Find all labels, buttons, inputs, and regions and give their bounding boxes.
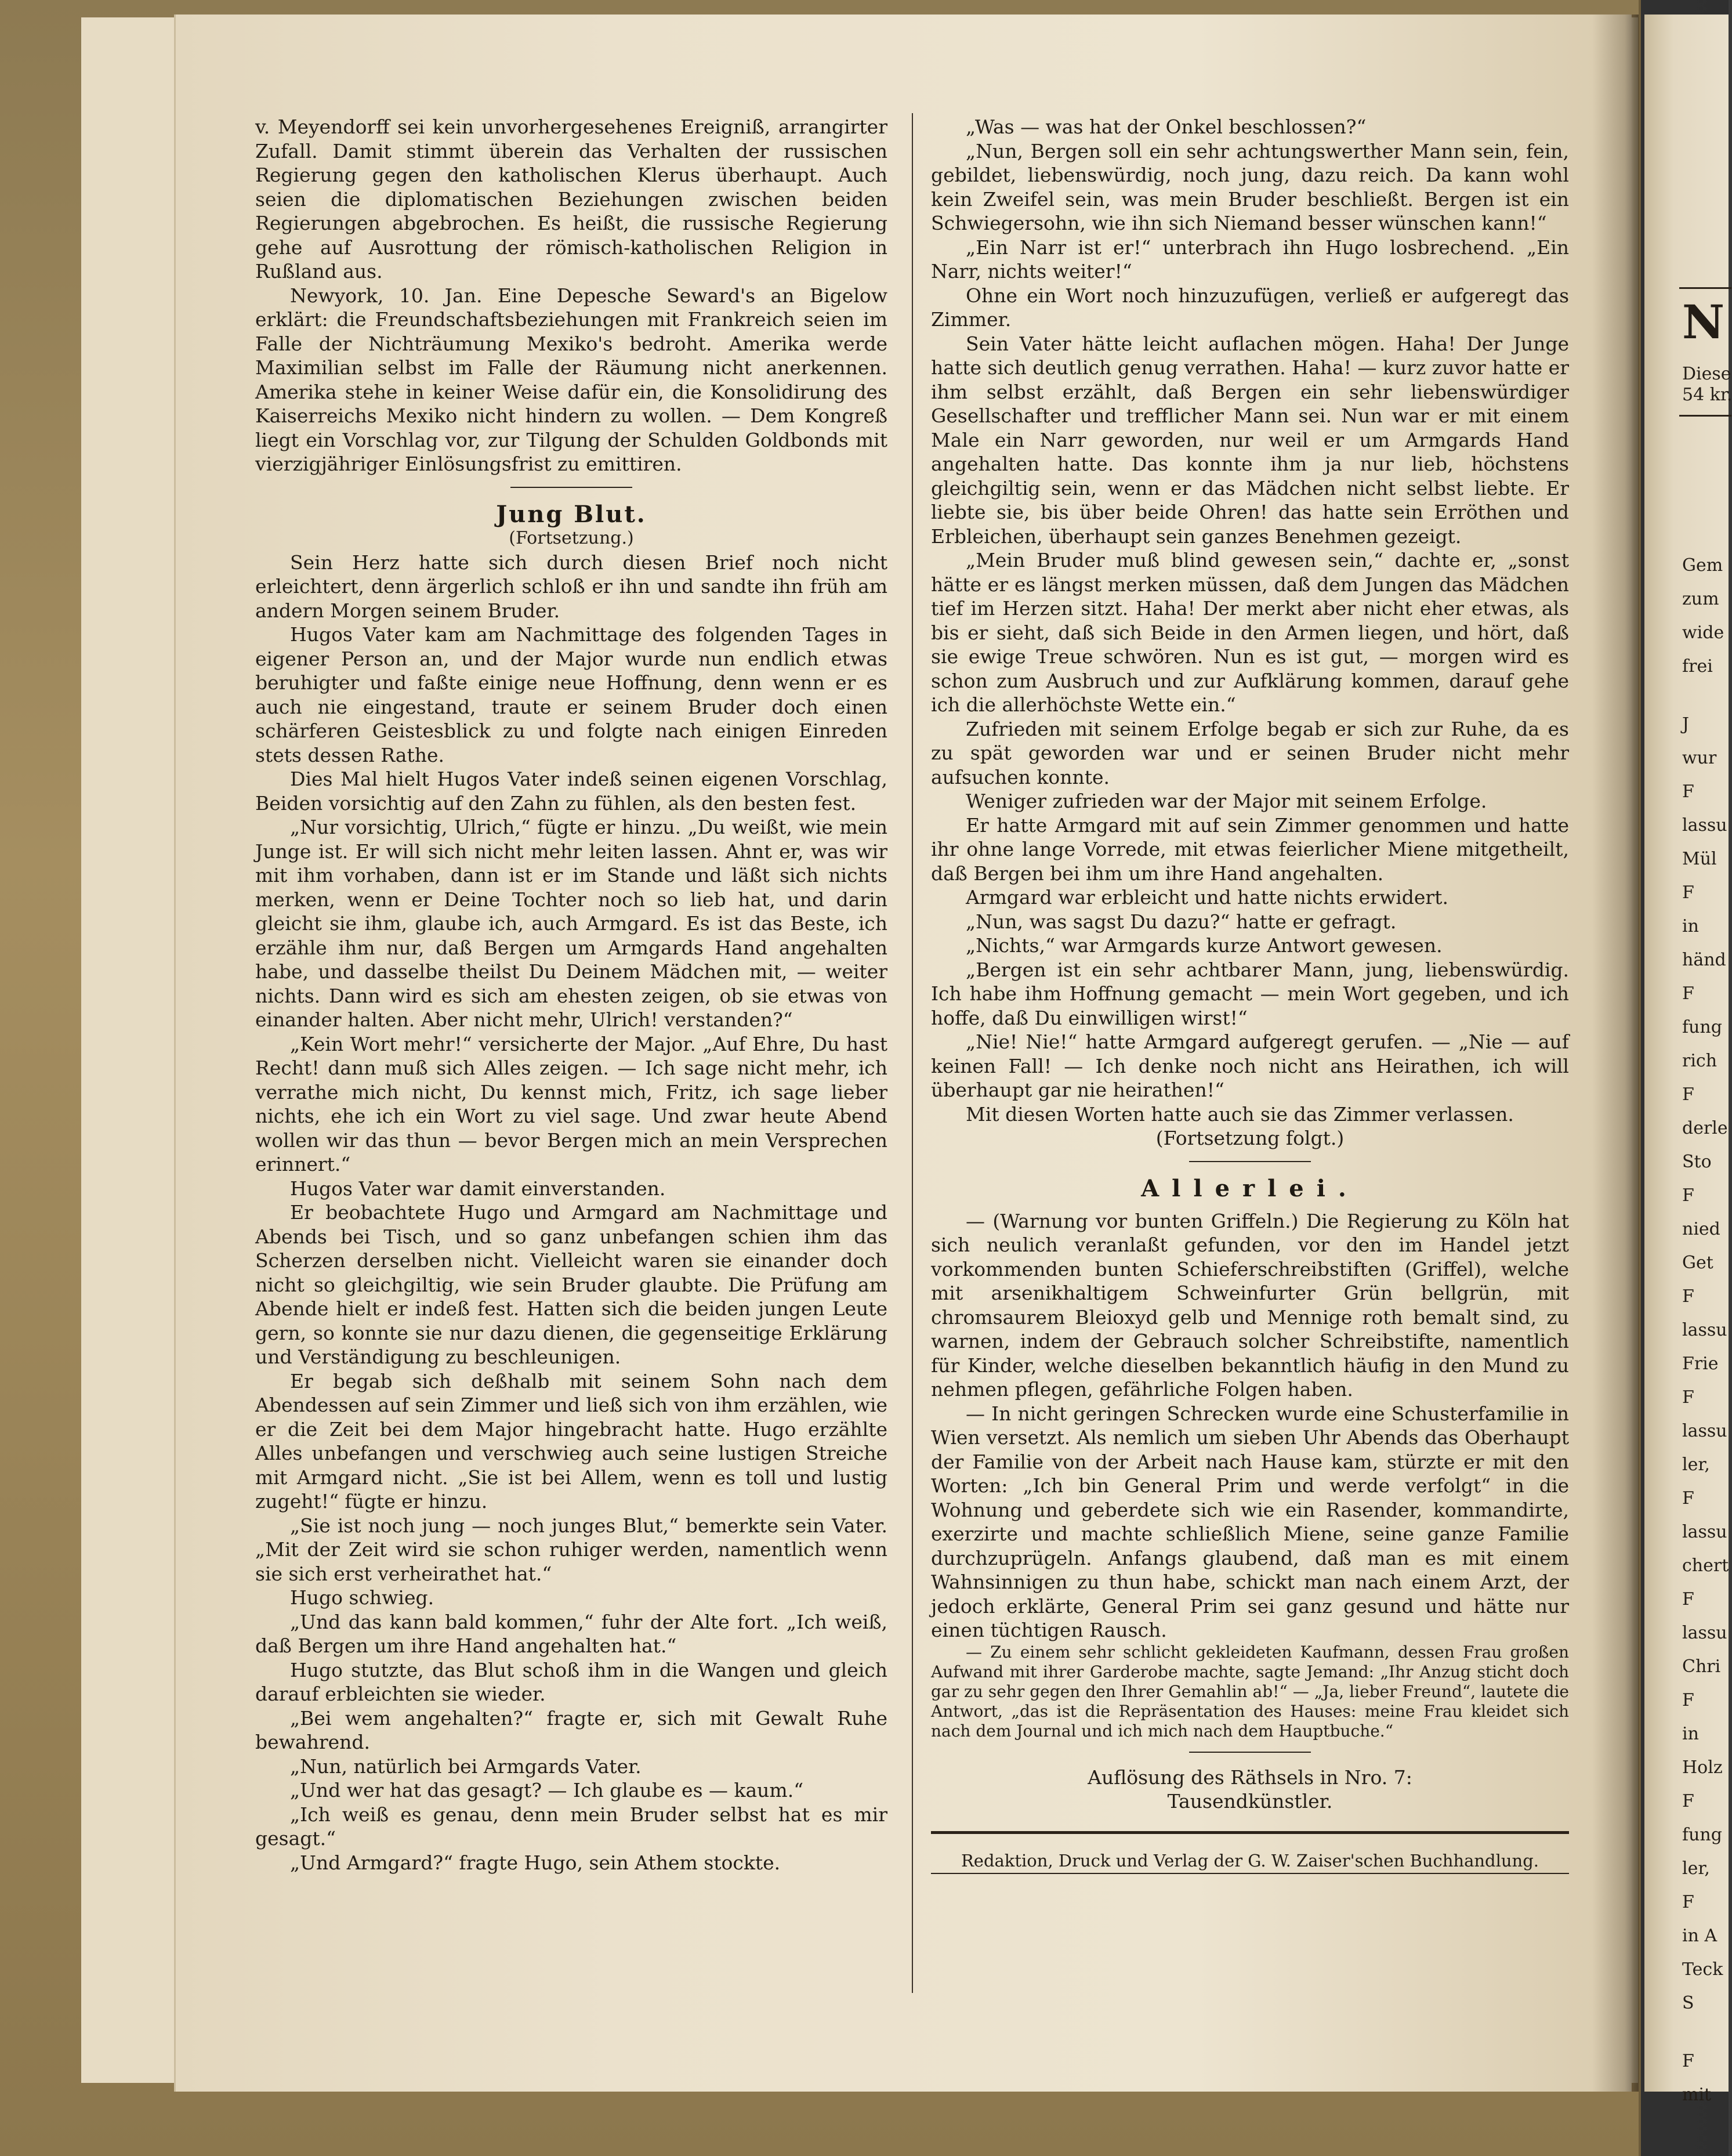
next-page-line: F [1682, 983, 1694, 1004]
story-paragraph: Weniger zufrieden war der Major mit seinem Erfolge. [966, 790, 1487, 812]
story-paragraph: „Nun, natürlich bei Armgards Vater. [290, 1755, 642, 1778]
story-paragraph: Sein Vater hätte leicht auflachen mögen. Haha! Der Junge hatte sich deutlich genug verrathen. Haha! — kurz zuvor hatte er ihm selbst erzählt, daß Bergen ein sehr liebenswürdiger Gesellschafter und trefflicher Mann sei. Nun war er mit einem Male ein Narr geworden, nur weil er um Armgards Hand angehalten hatte. Das konnte ihm ja nur lieb, höchstens gleichgiltig sein, wenn er das Mädchen nicht selbst liebte. Er liebte sie, bis über beide Ohren! das hatte sein Erröthen und Erbleichen, überhaupt sein ganzes Benehmen gezeigt. [931, 332, 1569, 548]
next-page-line: in A [1682, 1926, 1717, 1946]
next-page-line: F [1682, 882, 1694, 903]
story-paragraph: Ohne ein Wort noch hinzuzufügen, verließ er aufgeregt das Zimmer. [931, 284, 1569, 331]
story-paragraph: „Ich weiß es genau, denn mein Bruder selbst hat es mir gesagt.“ [255, 1803, 887, 1850]
next-page-line: Sto [1682, 1152, 1712, 1172]
imprint: Redaktion, Druck und Verlag der G. W. Zaiser'schen Buchhandlung. [931, 1851, 1569, 1874]
next-page-line: händ [1682, 950, 1726, 970]
next-page-line: J [1682, 714, 1690, 735]
next-page-line: Gem [1682, 555, 1723, 576]
next-page-line: fung [1682, 1825, 1722, 1845]
next-page-line: Chri [1682, 1656, 1721, 1677]
masthead-fragment: N [1682, 295, 1725, 349]
masthead-sub: Diese [1682, 364, 1731, 384]
section-title-allerlei: Allerlei. [1141, 1174, 1359, 1202]
next-page-line: Mül [1682, 849, 1717, 869]
section-rule [510, 487, 632, 488]
left-column [255, 115, 887, 1875]
next-page-line: lassu [1682, 1623, 1727, 1643]
column-divider [912, 113, 913, 1993]
next-page-line: lassu [1682, 815, 1727, 835]
story-paragraph: Dies Mal hielt Hugos Vater indeß seinen eigenen Vorschlag, Beiden vorsichtig auf den Zahn zu fühlen, als den besten fest. [255, 768, 887, 815]
next-page-line: in [1682, 1724, 1699, 1744]
section-rule [1189, 1752, 1311, 1753]
anecdote-paragraph: — Zu einem sehr schlicht gekleideten Kaufmann, dessen Frau großen Aufwand mit ihrer Garderobe machte, sagte Jemand: „Ihr Anzug sticht doch gar zu sehr gegen den Ihrer Gemahlin ab!“ — „Ja, lieber Freund“, lautete die Antwort, „das ist die Repräsentation des Hauses: meine Frau kleidet sich nach dem Journal und ich mich nach dem Hauptbuche.“ [931, 1642, 1569, 1741]
next-page-fragment [1644, 15, 1732, 2105]
masthead-sub: 54 kr. [1682, 385, 1732, 405]
next-page-line: lassu [1682, 1522, 1727, 1542]
story-paragraph: „Mein Bruder muß blind gewesen sein,“ dachte er, „sonst hätte er es längst merken müssen, daß dem Jungen das Mädchen tief im Herzen sitzt. Haha! Der merkt aber nicht eher etwas, als bis er sieht, daß sich Beide in den Armen liegen, und hört, daß sie ewige Treue schwören. Nun es ist gut, — morgen wird es schon zum Ausbruch und zur Aufklärung kommen, darauf gehe ich die allerhöchste Wette ein.“ [931, 549, 1569, 716]
next-page-line: F [1682, 1286, 1694, 1307]
story-paragraph: „Nun, Bergen soll ein sehr achtungswerther Mann sein, fein, gebildet, liebenswürdig, noch jung, dazu reich. Da kann wohl kein Zweifel sein, was mein Bruder beschließt. Bergen ist ein Schwiegersohn, wie ihn sich Niemand besser wünschen kann!“ [931, 139, 1569, 234]
next-page-line: F [1682, 782, 1694, 802]
next-page-line: nied [1682, 1219, 1720, 1239]
next-page-line: F [1682, 1488, 1694, 1509]
riddle-solution-heading: Auflösung des Räthsels in Nro. 7: [1088, 1766, 1412, 1789]
next-page-line: Teck [1682, 1959, 1723, 1980]
next-page-line: Frie [1682, 1354, 1719, 1374]
next-page-line: ler, [1682, 1858, 1710, 1879]
next-page-line: F [1682, 1185, 1694, 1206]
next-page-line: F [1682, 1084, 1694, 1105]
story-paragraph: „Bergen ist ein sehr achtbarer Mann, jung, liebenswürdig. Ich habe ihm Hoffnung gemacht — mein Wort gegeben, und ich hoffe, daß Du einwilligen wirst!“ [931, 958, 1569, 1029]
story-paragraph: „Kein Wort mehr!“ versicherte der Major. „Auf Ehre, Du hast Recht! dann muß sich Alles zeigen. — Ich sage nicht mehr, ich verrathe mich nicht, Du kennst mich, Fritz, ich sage lieber nichts, ehe ich ein Wort zu viel sage. Und zwar heute Abend wollen wir das thun — bevor Bergen mich an mein Versprechen erinnert.“ [255, 1032, 887, 1175]
story-paragraph: „Und Armgard?“ fragte Hugo, sein Athem stockte. [290, 1851, 781, 1874]
story-paragraph: „Ein Narr ist er!“ unterbrach ihn Hugo losbrechend. „Ein Narr, nichts weiter!“ [931, 236, 1569, 283]
news-paragraph: Newyork, 10. Jan. Eine Depesche Seward's an Bigelow erklärt: die Freundschaftsbeziehungen mit Frankreich seien im Falle der Nichträumung Mexiko's bedroht. Amerika werde Maximilian selbst im Falle der Räumung nicht anerkennen. Amerika stehe in keiner Weise dafür ein, die Konsolidirung des Kaiserreichs Mexiko nicht hindern zu wollen. — Dem Kongreß liegt ein Vorschlag vor, zur Tilgung der Schulden Goldbonds mit vierzigjähriger Einlösungsfrist zu emittiren. [255, 284, 887, 475]
story-paragraph: „Nur vorsichtig, Ulrich,“ fügte er hinzu. „Du weißt, wie mein Junge ist. Er will sich nicht mehr leiten lassen. Ahnt er, was wir mit ihm vorhaben, dann ist er im Stande und läßt sich nichts merken, wenn er Deine Tochter noch so lieb hat, und darin gleicht sie ihm, glaube ich, auch Armgard. Es ist das Beste, ich erzähle ihm nur, daß Bergen um Armgards Hand angehalten habe, und dasselbe theilst Du Deinem Mädchen mit, — weiter nichts. Dann wird es sich am ehesten zeigen, ob sie etwas von einander halten. Aber nicht mehr, Ulrich! verstanden?“ [255, 816, 887, 1031]
next-page-line: F [1682, 1690, 1694, 1710]
section-rule [1189, 1161, 1311, 1162]
story-paragraph: „Nie! Nie!“ hatte Armgard aufgeregt gerufen. — „Nie — auf keinen Fall! — Ich denke noch nicht ans Heirathen, ich will überhaupt gar nie heirathen!“ [931, 1030, 1569, 1101]
next-page-line: mit [1682, 2085, 1712, 2105]
binding-gutter [1592, 15, 1639, 2092]
next-page-line: Get [1682, 1253, 1713, 1273]
story-paragraph: „Nichts,“ war Armgards kurze Antwort gewesen. [966, 934, 1443, 957]
story-paragraph: Hugos Vater war damit einverstanden. [290, 1177, 666, 1200]
next-page-line: in [1682, 916, 1699, 936]
continuation-note: (Fortsetzung folgt.) [1155, 1127, 1345, 1149]
story-paragraph: „Was — was hat der Onkel beschlossen?“ [966, 115, 1367, 138]
story-paragraph: Er begab sich deßhalb mit seinem Sohn nach dem Abendessen auf sein Zimmer und ließ sich von ihm erzählen, wie er die Zeit bei dem Major hingebracht hatte. Hugo erzählte Alles unbefangen und verschwieg auch seine lustigen Streiche mit Armgard nicht. „Sie ist bei Allem, wenn es toll und lustig zugeht!“ fügte er hinzu. [255, 1369, 887, 1513]
story-paragraph: Hugos Vater kam am Nachmittage des folgenden Tages in eigener Person an, und der Major wurde nun endlich etwas beruhigter und faßte einige neue Hoffnung, denn wenn er es auch nie eingestand, traute er seinem Bruder doch einen schärferen Geistesblick zu und folgte nach einigen Einreden stets dessen Rathe. [255, 623, 887, 766]
story-subtitle: (Fortsetzung.) [509, 527, 634, 548]
story-paragraph: Er hatte Armgard mit auf sein Zimmer genommen und hatte ihr ohne lange Vorrede, mit etwas feierlicher Miene mitgetheilt, daß Bergen bei ihm um ihre Hand angehalten. [931, 813, 1569, 885]
next-page-line: wur [1682, 748, 1717, 768]
story-paragraph: „Und wer hat das gesagt? — Ich glaube es — kaum.“ [290, 1779, 804, 1802]
next-page-line: fung [1682, 1017, 1722, 1037]
next-page-line: F [1682, 1892, 1694, 1912]
story-paragraph: „Und das kann bald kommen,“ fuhr der Alte fort. „Ich weiß, daß Bergen um ihre Hand angehalten hat.“ [255, 1610, 887, 1657]
next-page-line: F [1682, 2051, 1694, 2071]
next-page-line: ler, [1682, 1455, 1710, 1475]
right-column [931, 115, 1569, 1891]
misc-paragraph: — In nicht geringen Schrecken wurde eine Schusterfamilie in Wien versetzt. Als nemlich um sieben Uhr Abends das Oberhaupt der Familie von der Arbeit nach Hause kam, stürzte er mit den Worten: „Ich bin General Prim und werde verfolgt“ in die Wohnung und geberdete sich wie ein Rasender, kommandirte, exerzirte und machte schließlich Miene, seine ganze Familie durchzuprügeln. Anfangs glaubend, daß man es mit einem Wahnsinnigen zu thun habe, schickt man nach einem Arzt, der jedoch erklärte, General Prim sei ganz gesund und hätte nur einen tüchtigen Rausch. [931, 1402, 1569, 1641]
story-paragraph: „Sie ist noch jung — noch junges Blut,“ bemerkte sein Vater. „Mit der Zeit wird sie schon ruhiger werden, namentlich wenn sie sich erst verheirathet hat.“ [255, 1514, 887, 1585]
story-paragraph: Er beobachtete Hugo und Armgard am Nachmittage und Abends bei Tisch, und so ganz unbefangen schien ihm das Scherzen derselben nicht. Vielleicht waren sie einander doch nicht so gleichgiltig, wie sein Bruder glaubte. Die Prüfung am Abende hielt er indeß fest. Hatten sich die beiden jungen Leute gern, so konnte sie nur dazu dienen, die gegenseitige Erklärung und Verständigung zu beschleunigen. [255, 1201, 887, 1368]
next-page-line: F [1682, 1387, 1694, 1408]
masthead-rule [1679, 415, 1731, 417]
story-paragraph: Hugo schwieg. [290, 1586, 434, 1609]
story-paragraph: Sein Herz hatte sich durch diesen Brief noch nicht erleichtert, denn ärgerlich schloß er ihn und sandte ihn früh am andern Morgen seinem Bruder. [255, 551, 887, 622]
story-paragraph: „Nun, was sagst Du dazu?“ hatte er gefragt. [966, 910, 1397, 933]
next-page-line: rich [1682, 1051, 1717, 1071]
next-page-line: Holz [1682, 1757, 1723, 1778]
next-page-line: zum [1682, 589, 1719, 609]
next-page-line: lassu [1682, 1320, 1727, 1340]
misc-paragraph: — (Warnung vor bunten Griffeln.) Die Regierung zu Köln hat sich neulich veranlaßt gefunden, vor den im Handel jetzt vorkommenden bunten Schieferschreibstiften (Griffel), welche mit arsenikhaltigem Schweinfurter Grün bellgrün, mit chromsaurem Bleioxyd gelb und Mennige roth bemalt sind, zu warnen, indem der Gebrauch solcher Schreibstifte, namentlich für Kinder, welche dieselben bekanntlich häufig in den Mund zu nehmen pflegen, gefährliche Folgen haben. [931, 1209, 1569, 1401]
next-page-line: wide [1682, 623, 1724, 643]
story-title: Jung Blut. [496, 500, 647, 528]
story-paragraph: „Bei wem angehalten?“ fragte er, sich mit Gewalt Ruhe bewahrend. [255, 1706, 887, 1753]
masthead-rule [1679, 287, 1731, 289]
next-page-line: F [1682, 1791, 1694, 1811]
next-page-line: F [1682, 1589, 1694, 1609]
next-page-line: S [1682, 1993, 1694, 2013]
imprint-rule [931, 1831, 1569, 1834]
news-paragraph: v. Meyendorff sei kein unvorhergesehenes Ereigniß, arrangirter Zufall. Damit stimmt überein das Verhalten der russischen Regierung gegen den katholischen Klerus überhaupt. Auch seien die diplomatischen Beziehungen zwischen beiden Regierungen abgebrochen. Es heißt, die russische Regierung gehe auf Ausrottung der römisch-katholischen Religion in Rußland aus. [255, 115, 887, 283]
story-paragraph: Hugo stutzte, das Blut schoß ihm in die Wangen und gleich darauf erbleichten sie wieder. [255, 1658, 887, 1705]
riddle-solution-answer: Tausendkünstler. [1167, 1790, 1333, 1813]
next-page-line: derle [1682, 1118, 1728, 1138]
story-paragraph: Zufrieden mit seinem Erfolge begab er sich zur Ruhe, da es zu spät geworden war und er seinen Bruder nicht mehr aufsuchen konnte. [931, 717, 1569, 788]
story-paragraph: Armgard war erbleicht und hatte nichts erwidert. [966, 886, 1448, 909]
story-paragraph: Mit diesen Worten hatte auch sie das Zimmer verlassen. [966, 1102, 1514, 1126]
next-page-line: lassu [1682, 1421, 1727, 1441]
next-page-line: chert [1682, 1555, 1729, 1576]
next-page-line: frei [1682, 656, 1713, 677]
